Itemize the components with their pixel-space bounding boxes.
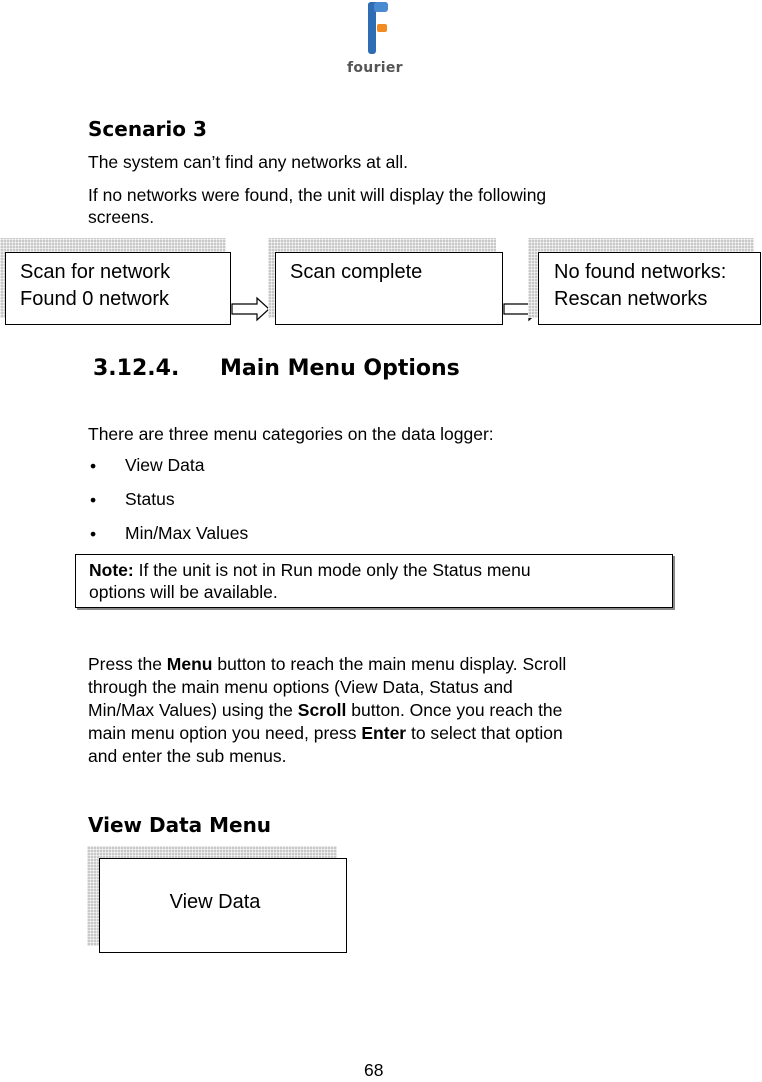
page-number: 68	[364, 1060, 384, 1080]
bullet-icon: •	[90, 490, 97, 510]
press-text: Min/Max Values) using the	[88, 700, 298, 720]
bullet-icon: •	[90, 524, 97, 544]
screen-view-data-text: View Data	[169, 891, 261, 913]
press-text: button. Once you reach the	[346, 700, 563, 720]
note-box	[75, 554, 673, 608]
screen-1-line-2: Found 0 network	[20, 288, 169, 310]
press-text: and enter the sub menus.	[88, 746, 287, 766]
screen-1-line-1: Scan for network	[20, 261, 171, 283]
bullet-item-view-data: View Data	[125, 455, 205, 475]
press-paragraph	[88, 653, 566, 768]
scenario-title: Scenario 3	[88, 117, 207, 141]
enter-keyword: Enter	[361, 723, 407, 743]
scroll-keyword: Scroll	[297, 700, 347, 720]
screen-2-line-1: Scan complete	[290, 261, 423, 283]
view-data-menu-title: View Data Menu	[88, 813, 272, 837]
menu-keyword: Menu	[166, 654, 213, 674]
bullet-item-status: Status	[125, 489, 175, 509]
fourier-logo	[340, 0, 420, 80]
menu-intro: There are three menu categories on the data logger:	[88, 424, 494, 444]
bullet-item-min-max: Min/Max Values	[125, 523, 249, 543]
screen-3-line-1: No found networks:	[554, 261, 727, 283]
press-text: through the main menu options (View Data, Status and	[88, 677, 513, 697]
press-text: to select that option	[406, 723, 563, 743]
section-number: 3.12.4.	[93, 356, 180, 381]
section-title: Main Menu Options	[220, 356, 460, 381]
screen-3-line-2: Rescan networks	[554, 288, 708, 310]
fourier-logo-mark-icon	[340, 0, 420, 58]
note-line-1: If the unit is not in Run mode only the Status menu	[133, 560, 531, 580]
press-text: button to reach the main menu display. Scroll	[212, 654, 567, 674]
arrow-right-icon	[231, 296, 271, 322]
note-line-2: options will be available.	[89, 582, 278, 602]
press-text: Press the	[88, 654, 167, 674]
bullet-icon: •	[90, 456, 97, 476]
note-label: Note:	[89, 560, 134, 580]
scenario-line-2a: If no networks were found, the unit will display the following	[88, 185, 547, 205]
scenario-line-2b: screens.	[88, 207, 155, 227]
press-text: main menu option you need, press	[88, 723, 362, 743]
scenario-line-1: The system can’t find any networks at all.	[88, 152, 408, 172]
logo-wordmark: fourier	[347, 60, 403, 76]
